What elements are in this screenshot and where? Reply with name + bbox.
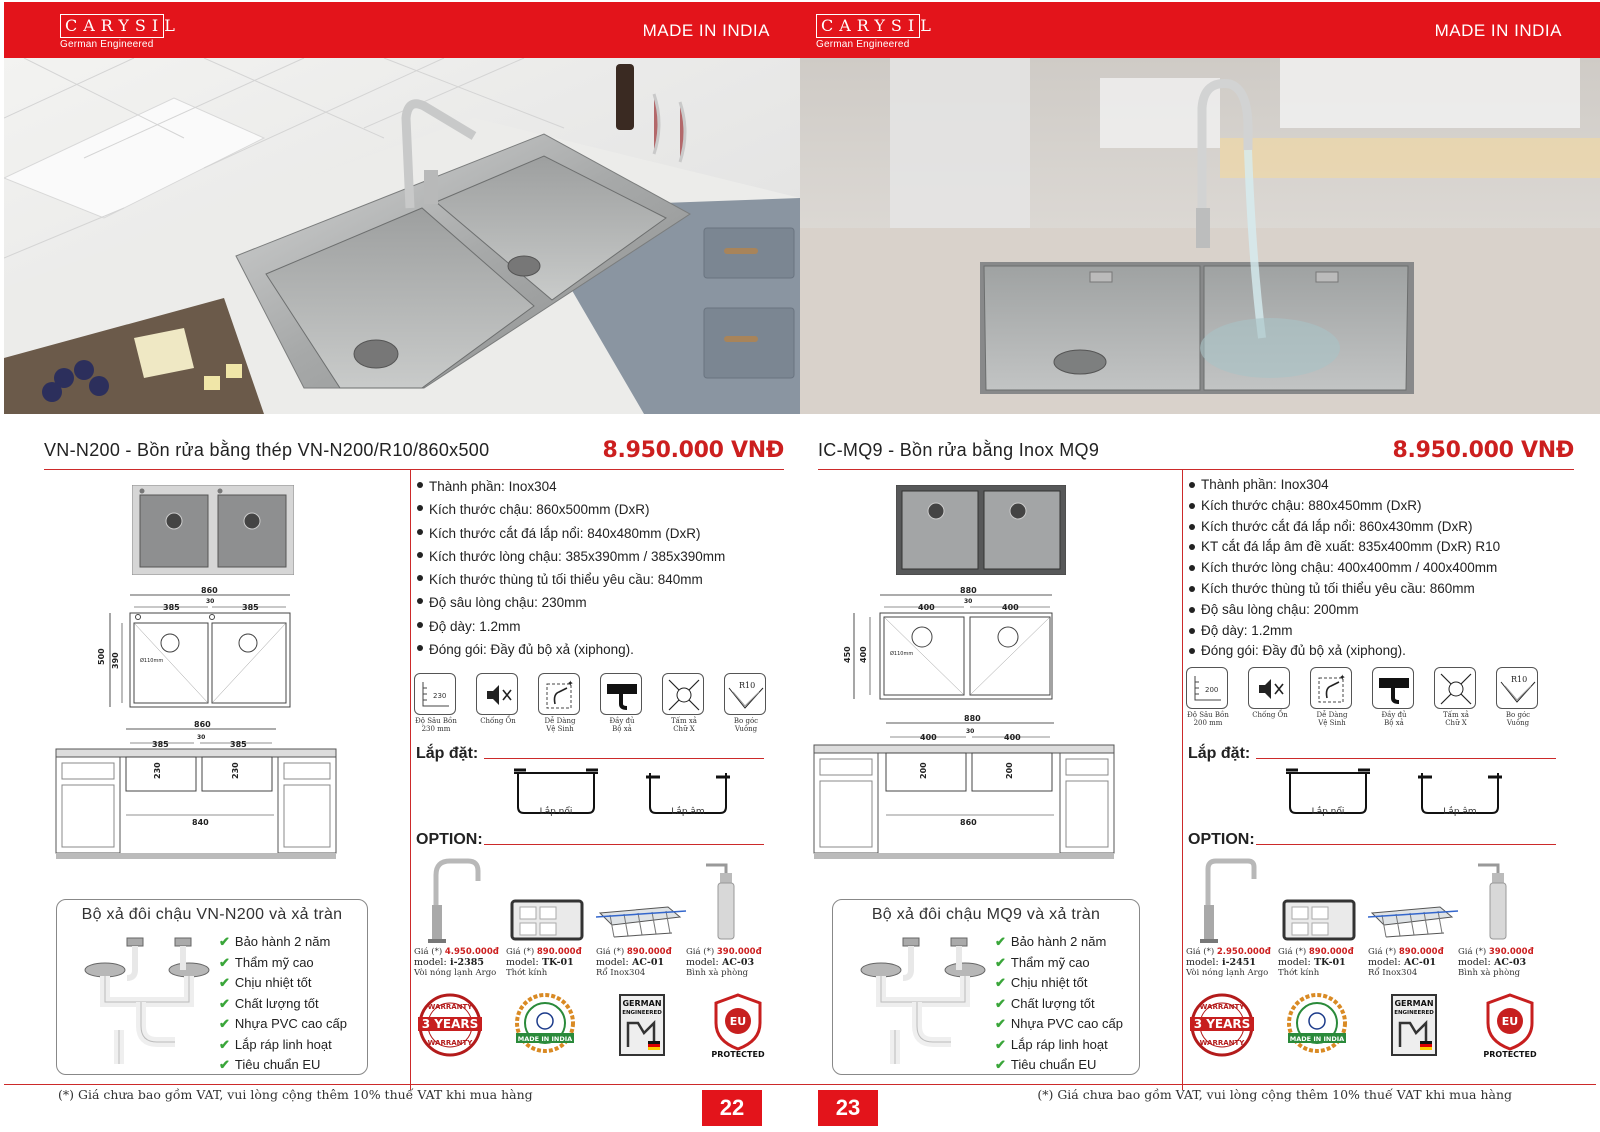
svg-text:WARRANTY: WARRANTY — [1199, 1039, 1245, 1047]
corner-r10-icon — [724, 673, 766, 715]
feature-label: Chống Ồn — [1252, 711, 1288, 719]
header-bar — [4, 2, 800, 58]
feature-clean — [538, 673, 582, 733]
mute-icon — [1248, 667, 1290, 709]
eu-protected-badge — [710, 993, 766, 1059]
spec-list — [1186, 475, 1500, 662]
cabinet-installation-drawing — [42, 715, 342, 865]
feature-label: Độ Sâu Bồn 230 mm — [415, 717, 457, 733]
option-list — [1186, 855, 1566, 995]
option-desc: Vòi nóng lạnh Argo — [1186, 968, 1269, 978]
option-desc: Thớt kính — [1278, 968, 1320, 978]
spec-item: Kích thước lòng chậu: 400x400mm / 400x400mm — [1186, 558, 1500, 579]
option-price-line: Giá (*) 890.000đ — [506, 947, 582, 957]
option-cutting-board[interactable] — [506, 855, 598, 978]
hero-photo — [800, 58, 1600, 414]
option-model-line: model: TK-01 — [506, 957, 574, 968]
install-top-mount — [1286, 767, 1370, 823]
svg-text:WARRANTY: WARRANTY — [1199, 1003, 1245, 1011]
dim-bowl-width-a: 385 — [163, 603, 180, 612]
drain-feature-item: ✔ Thẩm mỹ cao — [219, 954, 314, 970]
feature-label: Chống Ồn — [480, 717, 516, 725]
option-price-line: Giá (*) 890.000đ — [1368, 947, 1444, 957]
spec-item: Kích thước thùng tủ tối thiểu yêu cầu: 860mm — [1186, 579, 1500, 600]
dim-bowl-a2: 400 — [920, 733, 937, 742]
cutting-board-icon — [506, 855, 598, 945]
check-icon: ✔ — [219, 1057, 230, 1072]
svg-text:R10: R10 — [1511, 675, 1528, 684]
dim-height: 500 — [97, 648, 106, 665]
page-number: 23 — [818, 1090, 878, 1126]
feature-drain — [1372, 667, 1416, 727]
basket-icon — [1368, 855, 1460, 945]
top-view-technical-drawing — [56, 585, 376, 715]
under-mount-label: Lắp âm — [671, 807, 705, 817]
dim-bowl-b2: 400 — [1004, 733, 1021, 742]
drain-kit-image — [71, 930, 221, 1070]
column-divider — [1182, 470, 1183, 1090]
made-in-india-label: MADE IN INDIA — [1434, 21, 1562, 40]
feature-label: Đầy đủ Bộ xả — [609, 717, 635, 733]
spec-item: Đóng gói: Đầy đủ bộ xả (xiphong). — [414, 638, 725, 661]
svg-text:ENGINEERED: ENGINEERED — [1394, 1010, 1434, 1016]
svg-text:✦: ✦ — [567, 679, 574, 688]
mute-icon — [476, 673, 518, 715]
install-top-mount — [514, 767, 598, 823]
option-heading: OPTION: — [1188, 831, 1255, 848]
drain-feature-item: ✔ Nhựa PVC cao cấp — [995, 1016, 1123, 1031]
logo-tagline: German Engineered — [816, 39, 910, 50]
option-underline — [1256, 844, 1556, 845]
dim-total-width: 860 — [201, 586, 218, 595]
check-icon: ✔ — [219, 975, 230, 990]
svg-text:ENGINEERED: ENGINEERED — [622, 1010, 662, 1016]
dim-bowl-width-b: 400 — [1002, 603, 1019, 612]
option-desc: Rổ Inox304 — [1368, 968, 1418, 978]
feature-label: Độ Sâu Bồn 200 mm — [1187, 711, 1229, 727]
option-soap-dispenser[interactable] — [686, 855, 778, 978]
sink-top-view-photo — [896, 485, 1066, 575]
check-icon: ✔ — [219, 1036, 230, 1052]
dim-gap: 30 — [206, 598, 215, 605]
kitchen-sink-photo — [800, 58, 1600, 414]
certification-badges — [1186, 993, 1566, 1073]
install-heading: Lắp đặt: — [1188, 745, 1251, 762]
warranty-badge — [414, 993, 486, 1057]
option-model-line: model: AC-03 — [686, 957, 755, 968]
feature-corner — [1496, 667, 1540, 727]
option-price-line: Giá (*) 390.000đ — [686, 947, 762, 957]
feature-xplate — [662, 673, 706, 733]
feature-label: Tấm xả Chữ X — [671, 717, 697, 733]
clean-icon — [1310, 667, 1352, 709]
product-title: VN-N200 - Bồn rửa bằng thép VN-N200/R10/860x500 — [44, 440, 490, 460]
option-heading: OPTION: — [416, 831, 483, 848]
dim-depth-a: 230 — [153, 762, 162, 779]
kitchen-sink-photo — [4, 58, 800, 414]
feature-depth — [414, 673, 458, 733]
x-plate-icon — [662, 673, 704, 715]
german-engineered-badge — [1390, 993, 1438, 1057]
svg-text:3 YEARS: 3 YEARS — [1193, 1017, 1251, 1031]
spec-item: Thành phần: Inox304 — [1186, 475, 1500, 496]
catalog-page-23 — [800, 0, 1600, 1132]
feature-corner — [724, 673, 768, 733]
product-title: IC-MQ9 - Bồn rửa bằng Inox MQ9 — [818, 440, 1100, 460]
faucet-icon — [414, 855, 506, 945]
spec-item: Thành phần: Inox304 — [414, 475, 725, 498]
dim-depth-b: 230 — [231, 762, 240, 779]
product-title-row — [44, 438, 784, 470]
svg-text:R10: R10 — [739, 681, 756, 690]
svg-text:230: 230 — [433, 692, 447, 700]
dim-cabinet: 860 — [960, 818, 977, 827]
page-number: 22 — [702, 1090, 762, 1126]
soap-dispenser-icon — [1458, 855, 1550, 945]
feature-depth — [1186, 667, 1230, 727]
install-under-mount — [1418, 767, 1502, 823]
feature-label: Đầy đủ Bộ xả — [1381, 711, 1407, 727]
svg-text:MADE IN INDIA: MADE IN INDIA — [1289, 1035, 1345, 1043]
dim-drain: Ø110mm — [890, 651, 914, 657]
dim-gap2: 30 — [966, 728, 975, 735]
logo-wordmark: CARYSIL — [60, 14, 164, 38]
dim-bowl-height: 390 — [111, 652, 120, 669]
svg-text:PROTECTED: PROTECTED — [711, 1050, 765, 1059]
svg-text:3 YEARS: 3 YEARS — [421, 1017, 479, 1031]
cutting-board-icon — [1278, 855, 1370, 945]
warranty-badge — [1186, 993, 1258, 1057]
corner-r10-icon — [1496, 667, 1538, 709]
check-icon: ✔ — [219, 934, 230, 949]
option-list — [414, 855, 794, 995]
option-model-line: model: i-2385 — [414, 957, 484, 968]
option-soap-dispenser[interactable] — [1458, 855, 1550, 978]
feature-label: Tấm xả Chữ X — [1443, 711, 1469, 727]
feature-label: Dễ Dàng Vệ Sinh — [544, 717, 576, 733]
spec-item: Kích thước chậu: 880x450mm (DxR) — [1186, 496, 1500, 517]
sink-top-view-photo — [132, 485, 294, 575]
drain-feature-item: ✔ Tiêu chuẩn EU — [995, 1057, 1097, 1072]
faucet-icon — [1186, 855, 1278, 945]
drain-kit-features — [995, 932, 1123, 1076]
svg-text:PROTECTED: PROTECTED — [1483, 1050, 1537, 1059]
dim-bowl-a2: 385 — [152, 740, 169, 749]
dim-total-width: 880 — [960, 586, 977, 595]
dim-gap: 30 — [964, 598, 973, 605]
dim-bowl-width-a: 400 — [918, 603, 935, 612]
option-underline — [484, 844, 764, 845]
option-cutting-board[interactable] — [1278, 855, 1370, 978]
check-icon: ✔ — [995, 1036, 1006, 1052]
option-model-line: model: AC-01 — [596, 957, 665, 968]
install-underline — [1256, 758, 1556, 759]
svg-text:GERMAN: GERMAN — [1394, 999, 1434, 1008]
svg-text:WARRANTY: WARRANTY — [427, 1003, 473, 1011]
option-price-line: Giá (*) 2.950.000đ — [1186, 947, 1271, 957]
option-model-line: model: AC-01 — [1368, 957, 1437, 968]
option-price-line: Giá (*) 890.000đ — [1278, 947, 1354, 957]
drain-feature-item: ✔ Lắp ráp linh hoạt — [219, 1036, 332, 1052]
certification-badges — [414, 993, 794, 1073]
drain-feature-item: ✔ Chất lượng tốt — [219, 995, 319, 1011]
spec-item: Kích thước lòng chậu: 385x390mm / 385x390mm — [414, 545, 725, 568]
drain-feature-item: ✔ Tiêu chuẩn EU — [219, 1057, 321, 1072]
drain-kit-title: Bộ xả đôi chậu MQ9 và xả tràn — [871, 906, 1101, 923]
drain-feature-item: ✔ Bảo hành 2 năm — [219, 934, 331, 949]
dim-cut-width: 860 — [194, 720, 211, 729]
dim-cut-width: 880 — [964, 715, 981, 723]
feature-label: Bo góc Vuông — [1505, 711, 1531, 727]
dim-height: 450 — [843, 646, 852, 663]
dim-drain: Ø110mm — [140, 658, 164, 664]
carysil-logo — [60, 14, 181, 51]
svg-text:WARRANTY: WARRANTY — [427, 1039, 473, 1047]
product-title-row — [818, 438, 1574, 470]
option-price-line: Giá (*) 390.000đ — [1458, 947, 1534, 957]
logo-tagline: German Engineered — [60, 39, 154, 50]
svg-text:EU: EU — [729, 1015, 747, 1028]
dim-bowl-height: 400 — [859, 646, 868, 663]
dim-cabinet: 840 — [192, 818, 209, 827]
spec-item: Kích thước cắt đá lắp nổi: 840x480mm (DxR) — [414, 522, 725, 545]
drain-feature-item: ✔ Lắp ráp linh hoạt — [995, 1036, 1108, 1052]
drain-kit-image — [847, 930, 997, 1070]
product-price: 8.950.000 VNĐ — [602, 438, 784, 463]
spec-list — [414, 475, 725, 661]
spec-item: Độ dày: 1.2mm — [414, 615, 725, 638]
drain-feature-item: ✔ Chịu nhiệt tốt — [995, 975, 1088, 990]
logo-wordmark: CARYSIL — [816, 14, 920, 38]
drain-kit-box — [832, 899, 1140, 1075]
check-icon: ✔ — [995, 934, 1006, 949]
drain-kit-features — [219, 932, 347, 1076]
install-under-mount — [646, 767, 730, 823]
option-desc: Vòi nóng lạnh Argo — [414, 968, 497, 978]
svg-text:MADE IN INDIA: MADE IN INDIA — [517, 1035, 573, 1043]
option-model-line: model: TK-01 — [1278, 957, 1346, 968]
option-faucet[interactable] — [414, 855, 506, 978]
top-mount-label: Lắp nổi — [1311, 807, 1345, 817]
top-view-technical-drawing — [814, 585, 1134, 715]
dim-bowl-width-b: 385 — [242, 603, 259, 612]
svg-text:EU: EU — [1501, 1015, 1519, 1028]
x-plate-icon — [1434, 667, 1476, 709]
carysil-logo — [816, 14, 937, 51]
svg-text:✦: ✦ — [1339, 673, 1346, 682]
spec-item: Độ dày: 1.2mm — [1186, 621, 1500, 642]
option-faucet[interactable] — [1186, 855, 1278, 978]
drain-set-icon — [1372, 667, 1414, 709]
header-bar — [800, 2, 1600, 58]
check-icon: ✔ — [219, 995, 230, 1011]
option-basket[interactable] — [596, 855, 688, 978]
drain-feature-item: ✔ Bảo hành 2 năm — [995, 934, 1107, 949]
spec-item: Đóng gói: Đầy đủ bộ xả (xiphong). — [1186, 641, 1500, 662]
drain-feature-item: ✔ Chịu nhiệt tốt — [219, 975, 312, 990]
basket-icon — [596, 855, 688, 945]
made-in-india-badge — [1284, 993, 1350, 1057]
option-price-line: Giá (*) 4.950.000đ — [414, 947, 499, 957]
spec-item: KT cắt đá lắp âm đề xuất: 835x400mm (DxR) R10 — [1186, 537, 1500, 558]
svg-text:GERMAN: GERMAN — [622, 999, 662, 1008]
check-icon: ✔ — [995, 1016, 1006, 1031]
spec-item: Kích thước cắt đá lắp nổi: 860x430mm (DxR) — [1186, 517, 1500, 538]
dim-gap2: 30 — [197, 734, 206, 741]
check-icon: ✔ — [995, 975, 1006, 990]
under-mount-label: Lắp âm — [1443, 807, 1477, 817]
feature-label: Dễ Dàng Vệ Sinh — [1316, 711, 1348, 727]
spec-item: Kích thước chậu: 860x500mm (DxR) — [414, 498, 725, 521]
spec-item: Độ sâu lòng chậu: 230mm — [414, 591, 725, 614]
depth-icon — [414, 673, 456, 715]
footer-rule — [4, 1084, 800, 1085]
product-price: 8.950.000 VNĐ — [1392, 438, 1574, 463]
drain-feature-item: ✔ Nhựa PVC cao cấp — [219, 1016, 347, 1031]
option-desc: Bình xà phòng — [686, 968, 749, 978]
option-basket[interactable] — [1368, 855, 1460, 978]
clean-icon — [538, 673, 580, 715]
german-engineered-badge — [618, 993, 666, 1057]
option-desc: Rổ Inox304 — [596, 968, 646, 978]
check-icon: ✔ — [995, 995, 1006, 1011]
made-in-india-label: MADE IN INDIA — [642, 21, 770, 40]
feature-noise — [1248, 667, 1292, 719]
option-price-line: Giá (*) 890.000đ — [596, 947, 672, 957]
vat-footnote: (*) Giá chưa bao gồm VAT, vui lòng cộng thêm 10% thuế VAT khi mua hàng — [1037, 1087, 1512, 1102]
drain-kit-box — [56, 899, 368, 1075]
check-icon: ✔ — [995, 954, 1006, 970]
check-icon: ✔ — [995, 1057, 1006, 1072]
feature-label: Bo góc Vuông — [733, 717, 759, 733]
feature-xplate — [1434, 667, 1478, 727]
feature-clean — [1310, 667, 1354, 727]
hero-photo — [4, 58, 800, 414]
option-desc: Thớt kính — [506, 968, 548, 978]
drain-feature-item: ✔ Chất lượng tốt — [995, 995, 1095, 1011]
drain-feature-item: ✔ Thẩm mỹ cao — [995, 954, 1090, 970]
dim-depth-b: 200 — [1005, 762, 1014, 779]
depth-icon — [1186, 667, 1228, 709]
dim-depth-a: 200 — [919, 762, 928, 779]
feature-noise — [476, 673, 520, 725]
spec-item: Độ sâu lòng chậu: 200mm — [1186, 600, 1500, 621]
eu-protected-badge — [1482, 993, 1538, 1059]
option-desc: Bình xà phòng — [1458, 968, 1521, 978]
vat-footnote: (*) Giá chưa bao gồm VAT, vui lòng cộng thêm 10% thuế VAT khi mua hàng — [58, 1087, 533, 1102]
install-heading: Lắp đặt: — [416, 745, 479, 762]
dim-bowl-b2: 385 — [230, 740, 247, 749]
column-divider — [410, 470, 411, 1090]
top-mount-label: Lắp nổi — [539, 807, 573, 817]
spec-item: Kích thước thùng tủ tối thiểu yêu cầu: 840mm — [414, 568, 725, 591]
check-icon: ✔ — [219, 954, 230, 970]
drain-kit-title: Bộ xả đôi chậu VN-N200 và xả tràn — [81, 906, 343, 923]
feature-drain — [600, 673, 644, 733]
footer-rule — [800, 1084, 1596, 1085]
install-underline — [484, 758, 764, 759]
cabinet-installation-drawing — [800, 715, 1120, 865]
soap-dispenser-icon — [686, 855, 778, 945]
check-icon: ✔ — [219, 1016, 230, 1031]
drain-set-icon — [600, 673, 642, 715]
option-model-line: model: AC-03 — [1458, 957, 1527, 968]
option-model-line: model: i-2451 — [1186, 957, 1256, 968]
made-in-india-badge — [512, 993, 578, 1057]
svg-text:200: 200 — [1205, 686, 1219, 694]
